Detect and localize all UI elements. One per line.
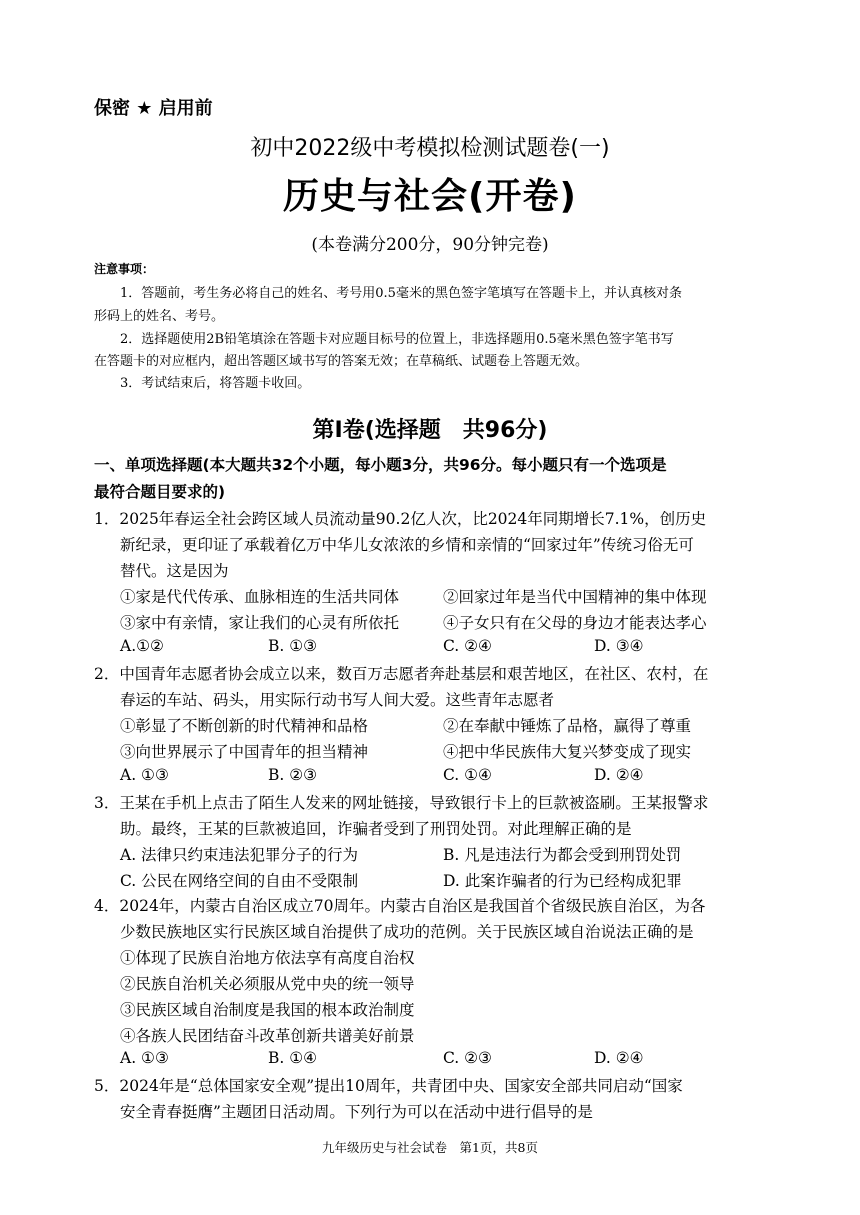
question-4-option-d: D. ②④ <box>594 1049 644 1067</box>
question-3-option-b: B. 凡是违法行为都会受到刑罚处罚 <box>443 846 682 864</box>
question-2-option-d: D. ②④ <box>594 766 644 784</box>
question-2-statement: ①彰显了不断创新的时代精神和品格 <box>120 717 369 735</box>
question-1-option-d: D. ③④ <box>594 637 644 655</box>
note-line: 在答题卡的对应框内，超出答题区域书写的答案无效；在草稿纸、试题卷上答题无效。 <box>94 354 589 369</box>
exam-info: (本卷满分200分，90分钟完卷) <box>311 235 549 255</box>
question-3-stem: 助。最终，王某的巨款被追回，诈骗者受到了刑罚处罚。对此理解正确的是 <box>120 820 632 838</box>
note-line: 2．选择题使用2B铅笔填涂在答题卡对应题目标号的位置上，非选择题用0.5毫米黑色签字笔书写 <box>120 332 674 347</box>
section-title: 第Ⅰ卷(选择题 共96分) <box>312 418 548 443</box>
question-1-option-c: C. ②④ <box>443 637 492 655</box>
notes-heading: 注意事项： <box>94 262 155 276</box>
question-1-option-b: B. ①③ <box>268 637 318 655</box>
question-1-statement: ③家中有亲情，家让我们的心灵有所依托 <box>120 614 400 632</box>
question-4-statement: ①体现了民族自治地方依法享有高度自治权 <box>120 949 415 967</box>
question-4-statement: ②民族自治机关必须服从党中央的统一领导 <box>120 975 415 993</box>
question-2-stem: 春运的车站、码头，用实际行动书写人间大爱。这些青年志愿者 <box>120 691 555 709</box>
subject-title: 历史与社会(开卷) <box>283 176 577 217</box>
question-4-option-c: C. ②③ <box>443 1049 492 1067</box>
question-2-stem: 2．中国青年志愿者协会成立以来，数百万志愿者奔赴基层和艰苦地区，在社区、农村，在 <box>94 665 709 683</box>
question-2-statement: ③向世界展示了中国青年的担当精神 <box>120 743 369 761</box>
question-1-statement: ②回家过年是当代中国精神的集中体现 <box>443 588 707 606</box>
question-4-option-b: B. ①④ <box>268 1049 318 1067</box>
note-line: 形码上的姓名、考号。 <box>94 309 225 324</box>
question-4-stem: 少数民族地区实行民族区域自治提供了成功的范例。关于民族区域自治说法正确的是 <box>120 923 694 941</box>
question-2-statement: ②在奉献中锤炼了品格，赢得了尊重 <box>443 717 692 735</box>
part-instructions: 一、单项选择题(本大题共32个小题，每小题3分，共96分。每小题只有一个选项是 <box>94 456 667 474</box>
question-1-option-a: A.①② <box>120 637 164 655</box>
note-line: 3．考试结束后，将答题卡收回。 <box>120 376 311 391</box>
question-1-stem: 新纪录，更印证了承载着亿万中华儿女浓浓的乡情和亲情的“回家过年”传统习俗无可 <box>120 536 694 554</box>
page-footer: 九年级历史与社会试卷 第1页，共8页 <box>322 1140 538 1155</box>
question-4-statement: ③民族区域自治制度是我国的根本政治制度 <box>120 1001 415 1019</box>
question-2-option-b: B. ②③ <box>268 766 318 784</box>
question-1-stem: 替代。这是因为 <box>120 562 229 580</box>
question-5-stem: 安全青春挺膺”主题团日活动周。下列行为可以在活动中进行倡导的是 <box>120 1103 593 1121</box>
note-line: 1．答题前，考生务必将自己的姓名、考号用0.5毫米的黑色签字笔填写在答题卡上，并认真核对条 <box>120 286 682 301</box>
confidential-label: 保密 ★ 启用前 <box>94 98 213 119</box>
question-3-option-c: C. 公民在网络空间的自由不受限制 <box>120 872 359 890</box>
question-2-option-a: A. ①③ <box>120 766 169 784</box>
question-2-statement: ④把中华民族伟大复兴梦变成了现实 <box>443 743 692 761</box>
question-1-statement: ①家是代代传承、血脉相连的生活共同体 <box>120 588 400 606</box>
part-instructions-cont: 最符合题目要求的) <box>94 483 226 501</box>
question-4-statement: ④各族人民团结奋斗改革创新共谱美好前景 <box>120 1027 415 1045</box>
question-4-option-a: A. ①③ <box>120 1049 169 1067</box>
question-1-statement: ④子女只有在父母的身边才能表达孝心 <box>443 614 707 632</box>
question-1-stem: 1．2025年春运全社会跨区域人员流动量90.2亿人次，比2024年同期增长7.1%，创历史 <box>94 510 707 528</box>
question-3-option-d: D. 此案诈骗者的行为已经构成犯罪 <box>443 872 682 890</box>
question-2-option-c: C. ①④ <box>443 766 492 784</box>
exam-title: 初中2022级中考模拟检测试题卷(一) <box>250 136 610 161</box>
question-5-stem: 5．2024年是“总体国家安全观”提出10周年，共青团中央、国家安全部共同启动“国家 <box>94 1077 683 1095</box>
question-4-stem: 4．2024年，内蒙古自治区成立70周年。内蒙古自治区是我国首个省级民族自治区，为各 <box>94 897 706 915</box>
question-3-option-a: A. 法律只约束违法犯罪分子的行为 <box>120 846 359 864</box>
question-3-stem: 3．王某在手机上点击了陌生人发来的网址链接，导致银行卡上的巨款被盗刷。王某报警求 <box>94 794 709 812</box>
